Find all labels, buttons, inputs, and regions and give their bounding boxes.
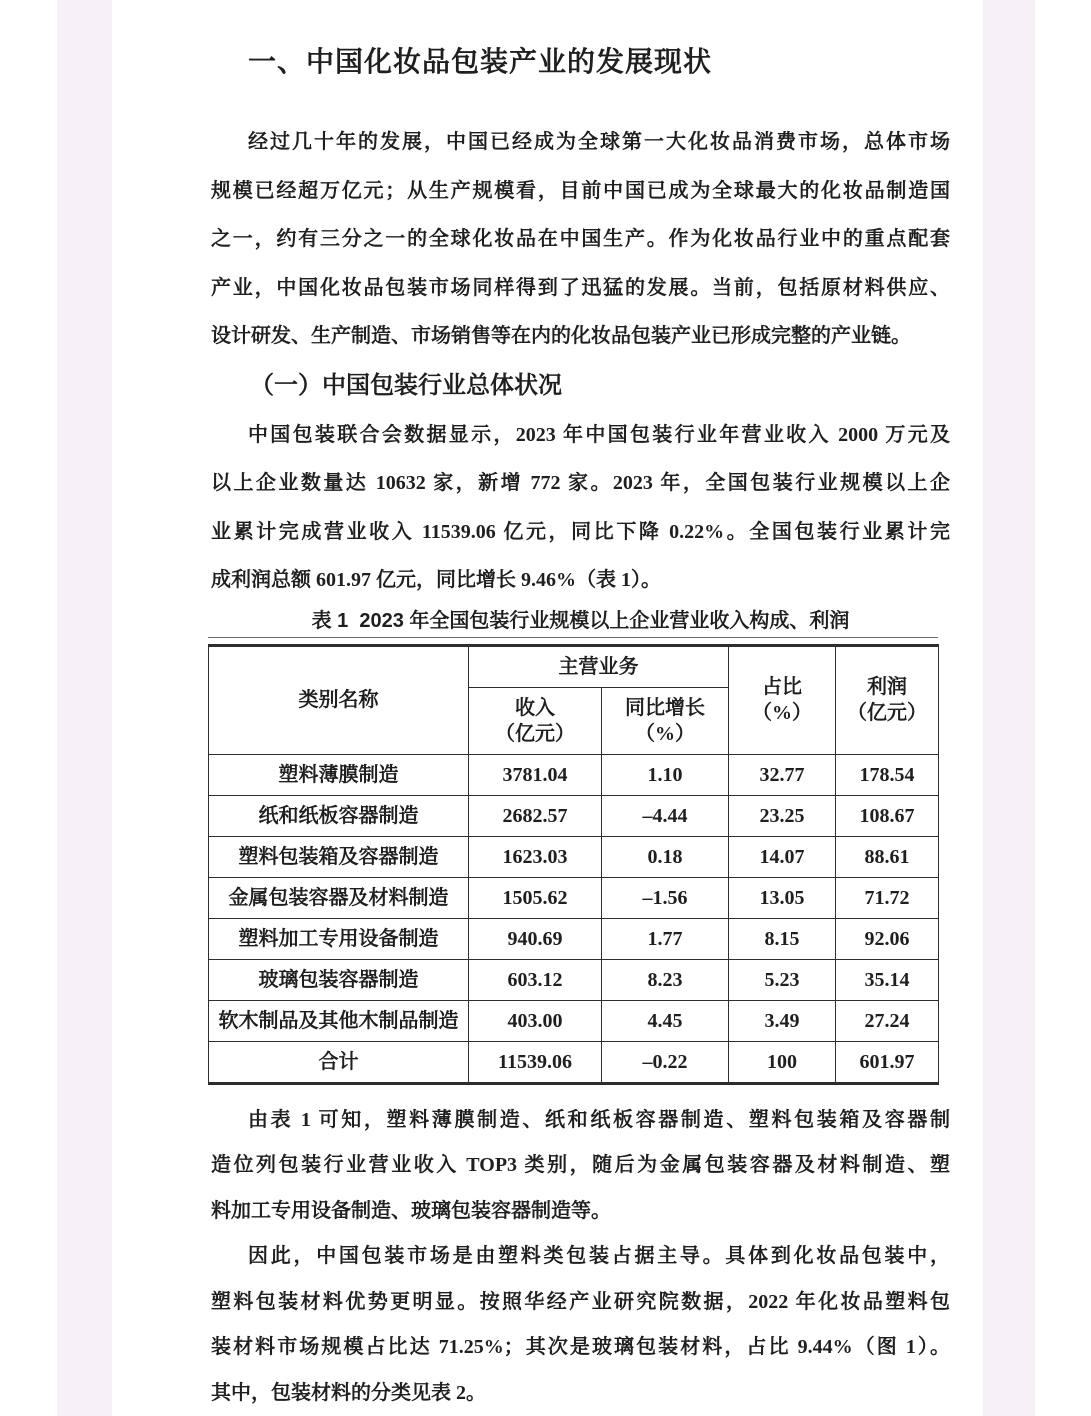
cell-profit: 27.24 xyxy=(836,1000,939,1041)
text-line: 其中，包装材料的分类见表 2。 xyxy=(211,1381,486,1404)
cell-profit: 92.06 xyxy=(836,918,939,959)
cell-revenue: 603.12 xyxy=(469,959,602,1000)
cell-category: 金属包装容器及材料制造 xyxy=(209,877,469,918)
text-line: 经过几十年的发展，中国已经成为全球第一大化妆品消费市场，总体市场 xyxy=(248,131,950,153)
col-header-category: 类别名称 xyxy=(209,645,469,754)
cell-category: 合计 xyxy=(209,1041,469,1083)
cell-revenue: 403.00 xyxy=(469,1000,602,1041)
cell-share: 3.49 xyxy=(729,1000,836,1041)
cell-yoy: 8.23 xyxy=(602,959,729,1000)
cell-share: 5.23 xyxy=(729,959,836,1000)
text-line: 业累计完成营业收入 11539.06 亿元，同比下降 0.22%。全国包装行业累计完 xyxy=(211,520,950,543)
cell-share: 23.25 xyxy=(729,795,836,836)
table-row xyxy=(209,959,939,1000)
section-title: 一、中国化妆品包装产业的发展现状 xyxy=(248,46,713,77)
table-row xyxy=(209,795,939,836)
cell-share: 13.05 xyxy=(729,877,836,918)
col-header-yoy-line1: 同比增长 xyxy=(625,696,705,719)
text-line: 成利润总额 601.97 亿元，同比增长 9.46%（表 1）。 xyxy=(211,569,661,591)
cell-profit: 601.97 xyxy=(836,1041,939,1083)
text-line: 由表 1 可知，塑料薄膜制造、纸和纸板容器制造、塑料包装箱及容器制 xyxy=(248,1108,950,1131)
col-header-profit xyxy=(836,645,939,754)
col-header-share xyxy=(729,645,836,754)
col-header-main-business: 主营业务 xyxy=(469,645,729,687)
text-line: 产业，中国化妆品包装市场同样得到了迅猛的发展。当前，包括原材料供应、 xyxy=(211,276,950,299)
cell-yoy: –0.22 xyxy=(602,1041,729,1083)
document-content xyxy=(211,0,950,1416)
col-header-yoy xyxy=(602,687,729,754)
cell-category: 塑料加工专用设备制造 xyxy=(209,918,469,959)
text-line: 造位列包装行业营业收入 TOP3 类别，随后为金属包装容器及材料制造、塑 xyxy=(211,1154,950,1176)
table-row xyxy=(209,918,939,959)
left-margin-stripe xyxy=(57,0,112,1416)
cell-category: 纸和纸板容器制造 xyxy=(209,795,469,836)
cell-share: 8.15 xyxy=(729,918,836,959)
text-line: 设计研发、生产制造、市场销售等在内的化妆品包装产业已形成完整的产业链。 xyxy=(211,325,911,347)
cell-yoy: 4.45 xyxy=(602,1000,729,1041)
text-line: 规模已经超万亿元；从生产规模看，目前中国已成为全球最大的化妆品制造国 xyxy=(211,179,950,202)
cell-profit: 108.67 xyxy=(836,795,939,836)
cell-profit: 178.54 xyxy=(836,754,939,795)
col-header-yoy-line2: （%） xyxy=(635,722,695,745)
text-line: 中国包装联合会数据显示，2023 年中国包装行业年营业收入 2000 万元及 xyxy=(248,423,950,446)
cell-category: 软木制品及其他木制品制造 xyxy=(209,1000,469,1041)
cell-profit: 35.14 xyxy=(836,959,939,1000)
table-1 xyxy=(208,637,938,1085)
cell-yoy: –1.56 xyxy=(602,877,729,918)
text-line: 之一，约有三分之一的全球化妆品在中国生产。作为化妆品行业中的重点配套 xyxy=(211,228,950,250)
col-header-profit-line2: （亿元） xyxy=(847,702,927,724)
cell-revenue: 11539.06 xyxy=(469,1041,602,1083)
col-header-profit-line1: 利润 xyxy=(867,676,907,698)
table-row xyxy=(209,1041,939,1083)
cell-revenue: 2682.57 xyxy=(469,795,602,836)
col-header-revenue-line2: （亿元） xyxy=(495,722,575,745)
right-margin-stripe xyxy=(983,0,1035,1416)
cell-category: 塑料包装箱及容器制造 xyxy=(209,836,469,877)
text-line: 塑料包装材料优势更明显。按照华经产业研究院数据，2022 年化妆品塑料包 xyxy=(211,1290,950,1313)
cell-category: 塑料薄膜制造 xyxy=(209,754,469,795)
cell-share: 100 xyxy=(729,1041,836,1083)
col-header-revenue xyxy=(469,687,602,754)
col-header-share-line2: （%） xyxy=(752,702,812,724)
table-row xyxy=(209,877,939,918)
cell-category: 玻璃包装容器制造 xyxy=(209,959,469,1000)
text-line: 以上企业数量达 10632 家，新增 772 家。2023 年，全国包装行业规模以上企 xyxy=(211,472,950,494)
cell-revenue: 1623.03 xyxy=(469,836,602,877)
table-row xyxy=(209,836,939,877)
cell-profit: 71.72 xyxy=(836,877,939,918)
paragraph-industry-overview xyxy=(211,118,950,361)
table-row xyxy=(209,754,939,795)
cell-share: 32.77 xyxy=(729,754,836,795)
table-caption: 表 1 2023 年全国包装行业规模以上企业营业收入构成、利润 xyxy=(311,609,850,632)
revenue-profit-table xyxy=(208,644,939,1085)
cell-revenue: 3781.04 xyxy=(469,754,602,795)
text-line: 因此，中国包装市场是由塑料类包装占据主导。具体到化妆品包装中， xyxy=(248,1245,950,1267)
table-row xyxy=(209,1000,939,1041)
cell-revenue: 1505.62 xyxy=(469,877,602,918)
col-header-share-line1: 占比 xyxy=(762,676,802,698)
col-header-revenue-line1: 收入 xyxy=(515,696,555,719)
text-line: 装材料市场规模占比达 71.25%；其次是玻璃包装材料，占比 9.44%（图 1）。 xyxy=(211,1336,950,1358)
cell-profit: 88.61 xyxy=(836,836,939,877)
cell-yoy: 1.77 xyxy=(602,918,729,959)
paragraph-packaging-stats xyxy=(211,411,950,605)
cell-yoy: –4.44 xyxy=(602,795,729,836)
cell-yoy: 1.10 xyxy=(602,754,729,795)
paragraph-plastic-dominance xyxy=(211,1234,950,1416)
cell-yoy: 0.18 xyxy=(602,836,729,877)
text-line: 料加工专用设备制造、玻璃包装容器制造等。 xyxy=(211,1199,611,1222)
subsection-heading: （一）中国包装行业总体状况 xyxy=(250,371,562,399)
cell-share: 14.07 xyxy=(729,836,836,877)
paragraph-table-analysis xyxy=(211,1098,950,1235)
cell-revenue: 940.69 xyxy=(469,918,602,959)
